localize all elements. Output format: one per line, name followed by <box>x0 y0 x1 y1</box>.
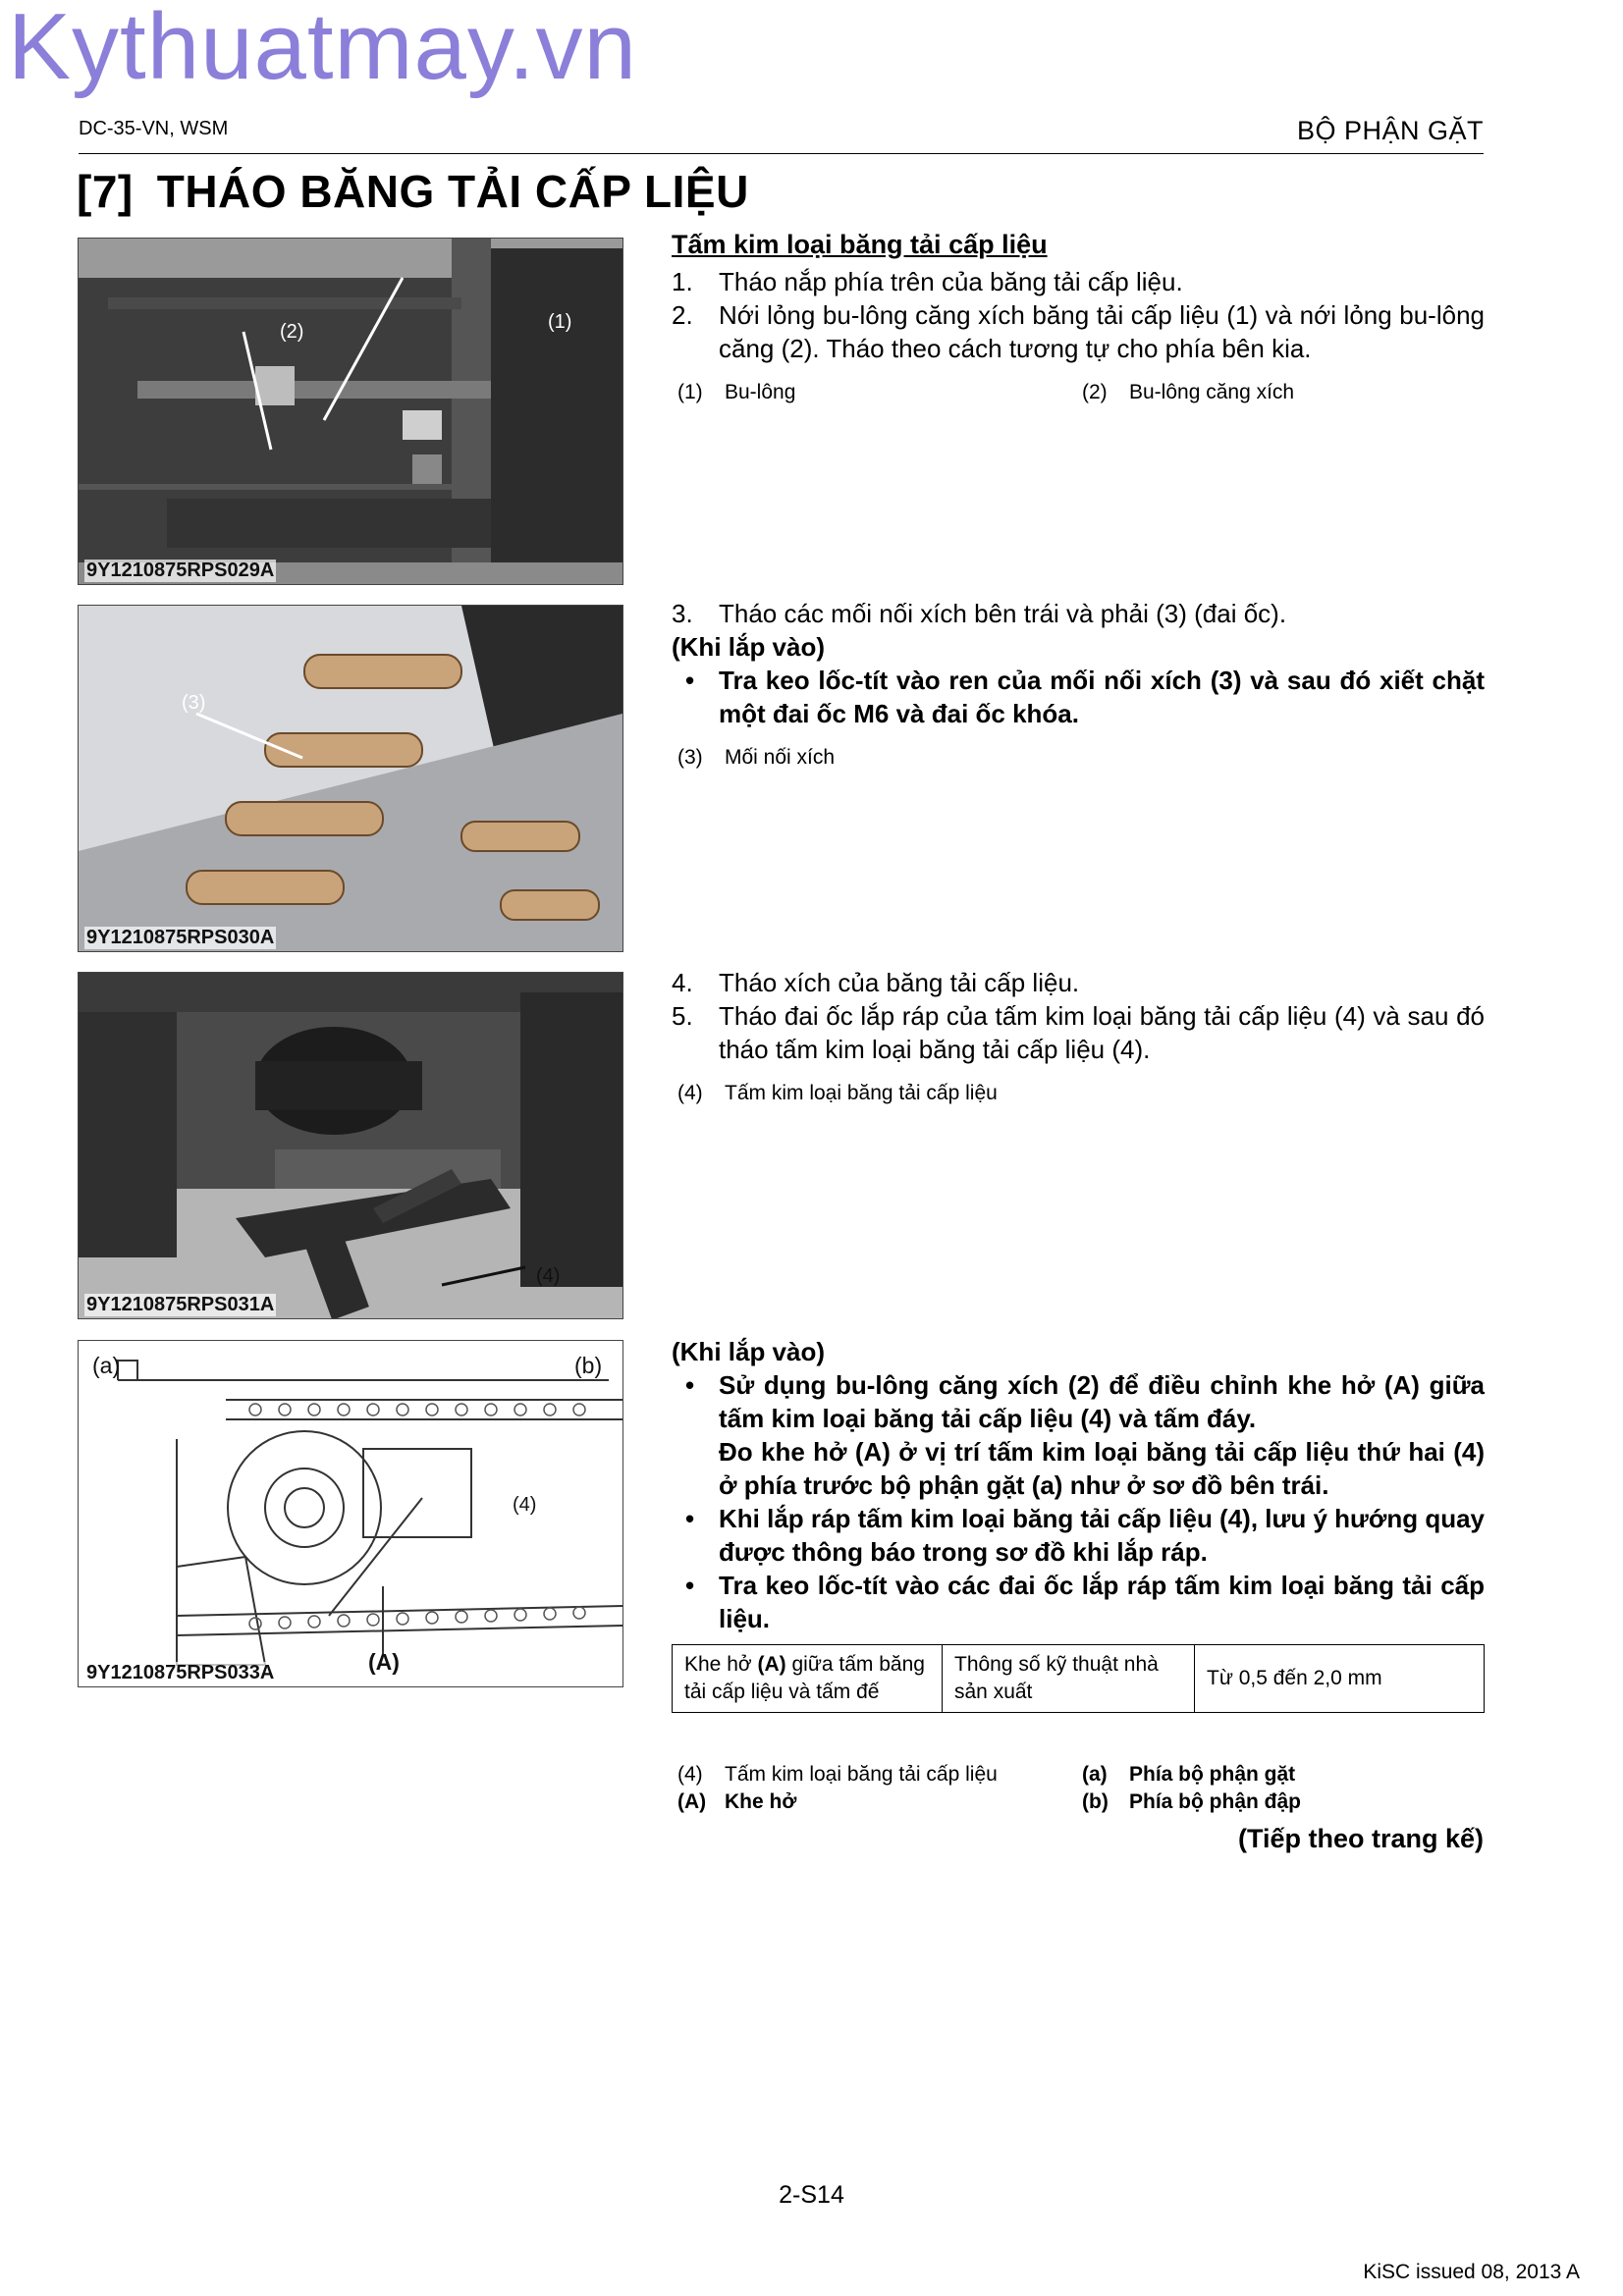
section-4-heading: (Khi lắp vào) <box>672 1337 826 1366</box>
section-2-legend: (3) Mối nối xích <box>677 746 836 769</box>
section-3 <box>672 966 1485 1107</box>
section-1-legend: (1) Bu-lông (2) Bu-lông căng xích <box>677 381 1295 403</box>
section-2-heading: (Khi lắp vào) <box>672 632 826 662</box>
continued-note: (Tiếp theo trang kế) <box>1237 1824 1484 1853</box>
figure-1-label-2: (2) <box>280 321 304 343</box>
step-3: 3. Tháo các mối nối xích bên trái và phải (3) (đai ốc). <box>672 599 1287 628</box>
section-4-bullet-1: • Sử dụng bu-lông căng xích (2) để điều chỉnh khe hở (A) giữa tấm kim loại băng tải cấp liệu (4) và tấm đáy. Đo khe hở (A) ở vị trí tấm kim loại băng tải cấp liệu thứ hai (4) ở phía trước bộ phận gặt (a) như ở sơ đồ bên trái. <box>685 1370 1485 1500</box>
spec-table <box>672 1644 1485 1713</box>
section-2 <box>672 597 1485 772</box>
page-number: 2-S14 <box>779 2181 844 2209</box>
step-1: 1. Tháo nắp phía trên của băng tải cấp liệu. <box>672 267 1183 296</box>
figure-2-photo <box>78 605 623 952</box>
section-4-bullet-3: • Tra keo lốc-tít vào các đai ốc lắp ráp tấm kim loại băng tải cấp liệu. <box>685 1571 1485 1633</box>
spec-value-cell: Từ 0,5 đến 2,0 mm <box>1195 1645 1485 1713</box>
section-1-subtitle: Tấm kim loại băng tải cấp liệu <box>672 230 1048 259</box>
figure-1-photo <box>78 238 623 585</box>
figure-4-label-b: (b) <box>574 1353 603 1378</box>
figure-1-code: 9Y1210875RPS029A <box>86 560 275 581</box>
watermark: Kythuatmay.vn <box>8 0 637 99</box>
figure-3-code: 9Y1210875RPS031A <box>86 1294 275 1315</box>
figure-4-code: 9Y1210875RPS033A <box>86 1662 275 1683</box>
section-4-bullet-2: • Khi lắp ráp tấm kim loại băng tải cấp liệu (4), lưu ý hướng quay được thông báo trong sơ đồ khi lắp ráp. <box>685 1504 1485 1567</box>
figure-4-label-4: (4) <box>513 1494 537 1516</box>
figure-1-label-1: (1) <box>548 311 572 333</box>
section-1 <box>672 228 1485 408</box>
issue-note: KiSC issued 08, 2013 A <box>1363 2261 1580 2283</box>
step-2: 2. Nới lỏng bu-lông căng xích băng tải cấp liệu (1) và nới lỏng bu-lông căng (2). Tháo theo cách tương tự cho phía bên kia. <box>672 300 1485 363</box>
figure-3-label-4: (4) <box>536 1265 561 1287</box>
section-name: BỘ PHẬN GẶT <box>1296 116 1484 145</box>
spec-item-cell: Khe hở (A) giữa tấm băng tải cấp liệu và tấm đế <box>673 1645 943 1713</box>
figure-4-diagram <box>78 1340 623 1687</box>
section-3-legend: (4) Tấm kim loại băng tải cấp liệu <box>677 1082 998 1104</box>
step-5: 5. Tháo đai ốc lắp ráp của tấm kim loại băng tải cấp liệu (4) và sau đó tháo tấm kim loại băng tải cấp liệu (4). <box>672 1001 1485 1064</box>
section-4-legend: (4) Tấm kim loại băng tải cấp liệu (a) Phía bộ phận gặt (A) Khe hở (b) Phía bộ phận đập <box>677 1763 1302 1813</box>
doc-code: DC-35-VN, WSM <box>79 118 229 139</box>
spec-source-cell: Thông số kỹ thuật nhà sản xuất <box>943 1645 1195 1713</box>
figure-4-label-A: (A) <box>368 1649 400 1675</box>
table-row <box>673 1645 1485 1713</box>
section-2-bullet-1: • Tra keo lốc-tít vào ren của mối nối xích (3) và sau đó xiết chặt một đai ốc M6 và đai ốc khóa. <box>685 666 1485 728</box>
header-rule <box>79 153 1484 154</box>
figure-3-photo <box>78 972 623 1319</box>
section-4 <box>672 1335 1485 1635</box>
page-title <box>77 165 749 218</box>
step-4: 4. Tháo xích của băng tải cấp liệu. <box>672 968 1080 997</box>
figure-2-label-3: (3) <box>182 692 206 714</box>
title-text: THÁO BĂNG TẢI CẤP LIỆU <box>156 166 749 217</box>
figure-2-code: 9Y1210875RPS030A <box>86 927 275 948</box>
title-number: [7] <box>77 166 134 217</box>
figure-4-label-a: (a) <box>92 1353 121 1378</box>
